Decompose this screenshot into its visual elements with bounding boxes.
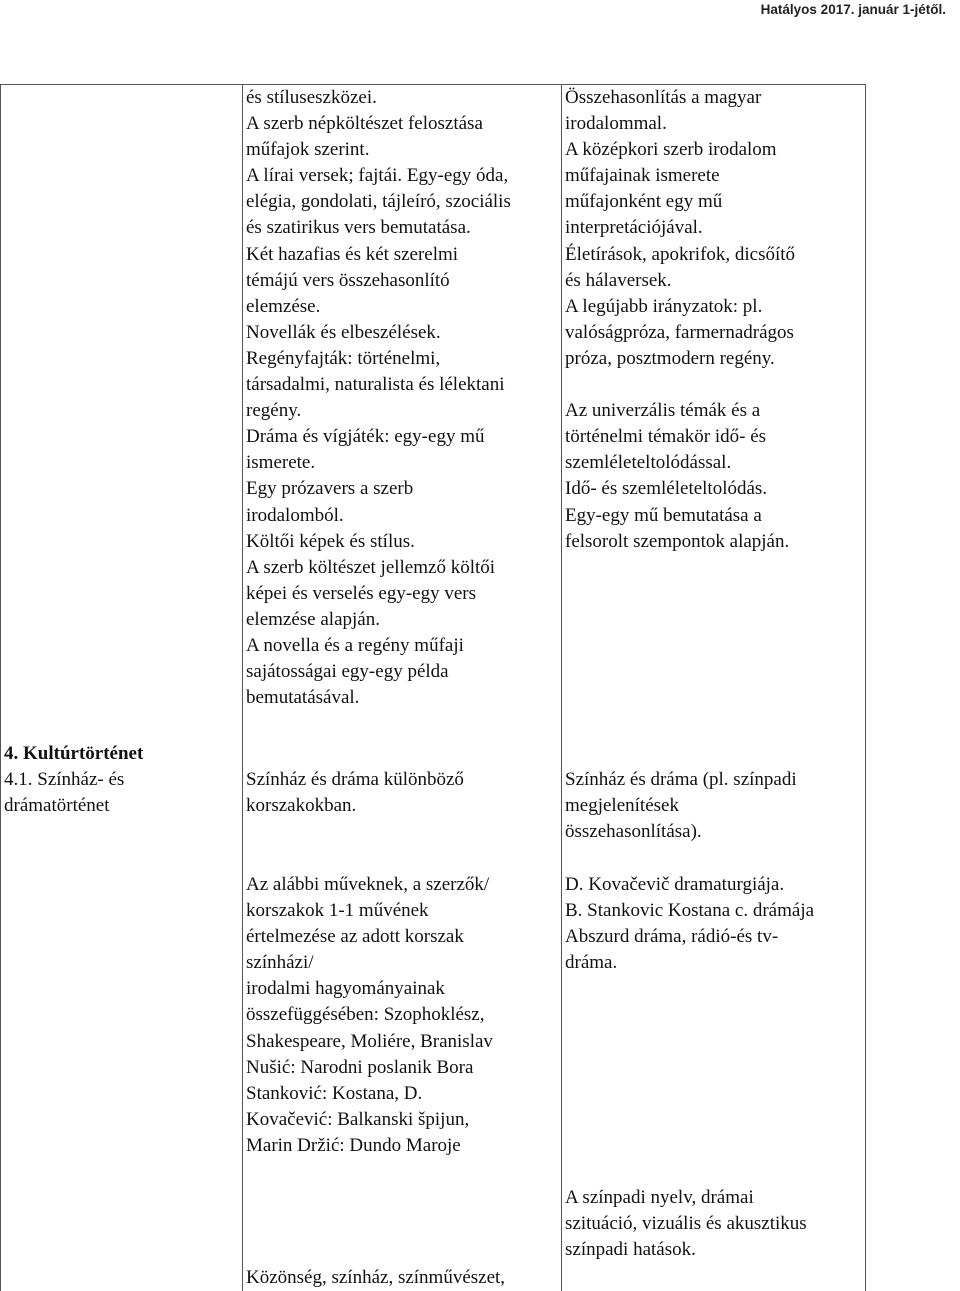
- text-line: irodalmi hagyományainak: [246, 978, 445, 1000]
- text-line: értelmezése az adott korszak: [246, 926, 464, 948]
- subsection-title: [4, 767, 124, 819]
- validity-header: Hatályos 2017. január 1-jétől.: [760, 2, 946, 17]
- text-line: D. Kovačevič dramaturgiája.: [565, 874, 785, 895]
- text-line: Stanković: Kostana, D.: [246, 1082, 423, 1104]
- text-line: és szatirikus vers bemutatása.: [246, 217, 471, 239]
- subsection-line: 4.1. Színház- és: [4, 769, 125, 790]
- text-line: műfajonként egy mű: [565, 191, 723, 213]
- text-line: elemzése.: [246, 295, 321, 317]
- text-line: Marin Držić: Dundo Maroje: [246, 1134, 461, 1156]
- text-line: Abszurd dráma, rádió-és tv-: [565, 926, 779, 948]
- stage-language-block: [565, 1185, 807, 1263]
- text-line: korszakok 1-1 művének: [246, 900, 429, 922]
- text-line: Az alábbi műveknek, a szerzők/: [246, 874, 490, 895]
- text-line: történelmi témakör idő- és: [565, 426, 767, 448]
- text-line: Regényfajták: történelmi,: [246, 347, 441, 369]
- text-line: felsorolt szempontok alapján.: [565, 530, 790, 552]
- text-line: témájú vers összehasonlító: [246, 269, 450, 291]
- text-line: összefüggésében: Szophoklész,: [246, 1004, 485, 1026]
- text-line: sajátosságai egy-egy példa: [246, 661, 449, 683]
- text-line: műfajok szerint.: [246, 139, 370, 161]
- text-line: A legújabb irányzatok: pl.: [565, 295, 763, 317]
- text-line: összehasonlítása).: [565, 821, 702, 843]
- text-line: szemléleteltolódással.: [565, 452, 732, 474]
- table-border-right: [865, 84, 866, 1291]
- upper-content-column: [246, 85, 511, 711]
- text-line: próza, posztmodern regény.: [565, 347, 775, 369]
- text-line: Színház és dráma (pl. színpadi: [565, 769, 797, 790]
- subsection-line: drámatörténet: [4, 795, 110, 817]
- text-line: elemzése alapján.: [246, 608, 380, 630]
- text-line: Nušić: Narodni poslanik Bora: [246, 1056, 474, 1078]
- table-border-left: [0, 84, 1, 1291]
- text-line: ismerete.: [246, 452, 316, 474]
- theatre-topic-block: [246, 767, 464, 819]
- text-line: Kovačević: Balkanski špijun,: [246, 1108, 470, 1130]
- text-line: Az univerzális témák és a: [565, 400, 761, 422]
- text-line: interpretációjával.: [565, 217, 703, 239]
- text-line: regény.: [246, 400, 302, 422]
- text-line: színpadi hatások.: [565, 1239, 696, 1261]
- text-line: Idő- és szemléleteltolódás.: [565, 478, 768, 500]
- text-line: képei és verselés egy-egy vers: [246, 582, 477, 604]
- text-line: korszakokban.: [246, 795, 357, 817]
- text-line: műfajainak ismerete: [565, 165, 720, 187]
- text-line: A szerb költészet jellemző költői: [246, 556, 496, 578]
- text-line: B. Stankovic Kostana c. drámája: [565, 900, 815, 922]
- text-line: szituáció, vizuális és akusztikus: [565, 1213, 807, 1235]
- text-line: Novellák és elbeszélések.: [246, 321, 441, 343]
- text-line: Összehasonlítás a magyar: [565, 87, 762, 108]
- text-line: Közönség, színház, színművészet,: [246, 1267, 506, 1288]
- text-line: színházi/: [246, 952, 314, 974]
- theatre-requirement-block: [565, 767, 797, 845]
- upper-requirements-column: [565, 85, 795, 555]
- audience-theatre-block: [246, 1265, 505, 1291]
- section-title: 4. Kultúrtörténet: [4, 743, 144, 764]
- text-line: és stíluseszközei.: [246, 87, 377, 108]
- text-line: [565, 372, 795, 398]
- text-line: A szerb népköltészet felosztása: [246, 113, 483, 135]
- text-line: irodalommal.: [565, 113, 667, 135]
- column-divider-2: [561, 84, 562, 1291]
- text-line: bemutatásával.: [246, 687, 360, 709]
- text-line: Dráma és vígjáték: egy-egy mű: [246, 426, 485, 448]
- text-line: Színház és dráma különböző: [246, 769, 464, 790]
- text-line: elégia, gondolati, tájleíró, szociális: [246, 191, 511, 213]
- text-line: A színpadi nyelv, drámai: [565, 1187, 754, 1208]
- text-line: Életírások, apokrifok, dicsőítő: [565, 243, 796, 265]
- text-line: és hálaversek.: [565, 269, 672, 291]
- text-line: társadalmi, naturalista és lélektani: [246, 374, 505, 396]
- text-line: megjelenítések: [565, 795, 679, 817]
- text-line: valóságpróza, farmernadrágos: [565, 321, 794, 343]
- column-divider-1: [242, 84, 243, 1291]
- text-line: Egy prózavers a szerb: [246, 478, 414, 500]
- text-line: A lírai versek; fajtái. Egy-egy óda,: [246, 165, 509, 187]
- text-line: Egy-egy mű bemutatása a: [565, 504, 762, 526]
- text-line: Shakespeare, Moliére, Branislav: [246, 1030, 493, 1052]
- text-line: irodalomból.: [246, 504, 344, 526]
- text-line: Költői képek és stílus.: [246, 530, 415, 552]
- works-interpretation-block: [246, 872, 493, 1159]
- text-line: dráma.: [565, 952, 618, 974]
- text-line: A középkori szerb irodalom: [565, 139, 777, 161]
- dramaturgy-block: [565, 872, 814, 976]
- text-line: Két hazafias és két szerelmi: [246, 243, 459, 265]
- text-line: A novella és a regény műfaji: [246, 634, 464, 656]
